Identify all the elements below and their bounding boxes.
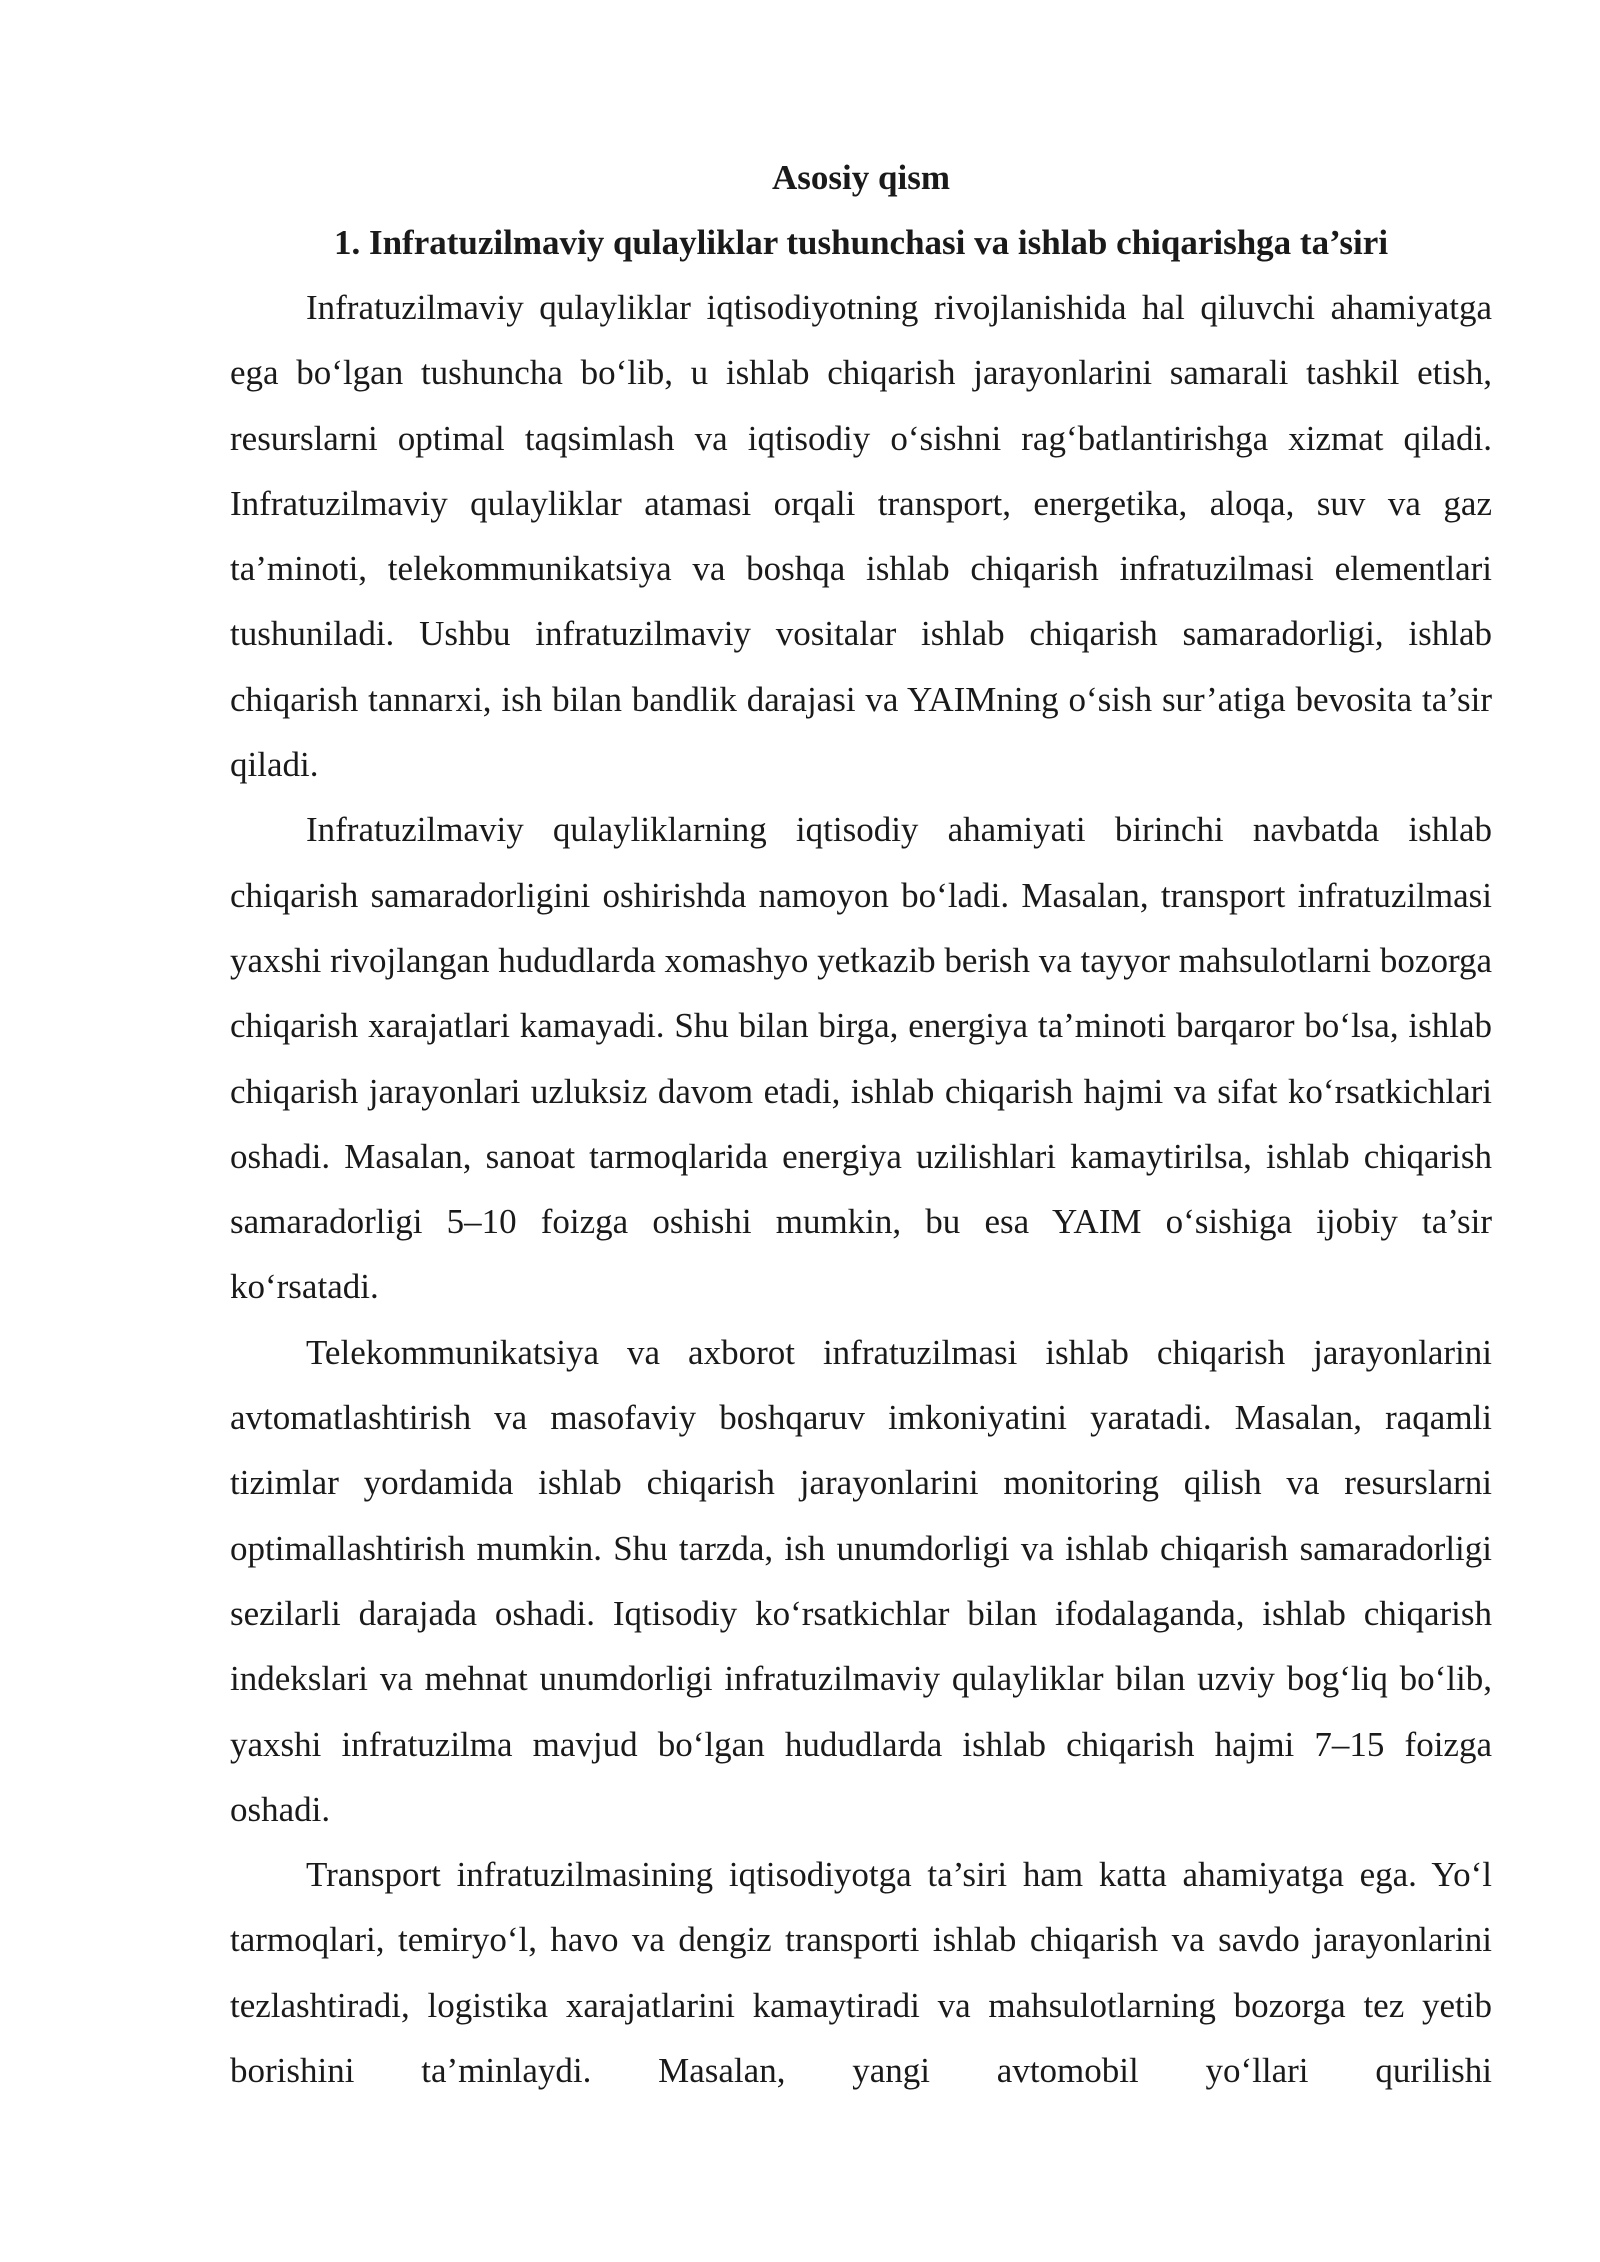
page-title: Asosiy qism (772, 158, 950, 197)
document-page (230, 145, 1492, 2103)
paragraph-4: Transport infratuzilmasining iqtisodiyotga ta’siri ham katta ahamiyatga ega. Yo‘l tarmoqlari, temiryo‘l, havo va dengiz transporti ishlab chiqarish va savdo jarayonlarini tezlashtiradi, logistika xarajatlarini kamaytiradi va mahsulotlarning bozorga tez yetib borishini ta’minlaydi. Masalan, yangi avtomobil yo‘llari qurilishi (230, 1855, 1492, 2091)
section-heading: 1. Infratuzilmaviy qulayliklar tushunchasi va ishlab chiqarishga ta’siri (333, 223, 1389, 262)
paragraph-3: Telekommunikatsiya va axborot infratuzilmasi ishlab chiqarish jarayonlarini avtomatlashtirish va masofaviy boshqaruv imkoniyatini yaratadi. Masalan, raqamli tizimlar yordamida ishlab chiqarish jarayonlarini monitoring qilish va resurslarni optimallashtirish mumkin. Shu tarzda, ish unumdorligi va ishlab chiqarish samaradorligi sezilarli darajada oshadi. Iqtisodiy ko‘rsatkichlar bilan ifodalaganda, ishlab chiqarish indekslari va mehnat unumdorligi infratuzilmaviy qulayliklar bilan uzviy bog‘liq bo‘lib, yaxshi infratuzilma mavjud bo‘lgan hududlarda ishlab chiqarish hajmi 7–15 foizga oshadi. (230, 1332, 1492, 1829)
paragraph-1: Infratuzilmaviy qulayliklar iqtisodiyotning rivojlanishida hal qiluvchi ahamiyatga ega bo‘lgan tushuncha bo‘lib, u ishlab chiqarish jarayonlarini samarali tashkil etish, resurslarni optimal taqsimlash va iqtisodiy o‘sishni rag‘batlantirishga xizmat qiladi. Infratuzilmaviy qulayliklar atamasi orqali transport, energetika, aloqa, suv va gaz ta’minoti, telekommunikatsiya va boshqa ishlab chiqarish infratuzilmasi elementlari tushuniladi. Ushbu infratuzilmaviy vositalar ishlab chiqarish samaradorligi, ishlab chiqarish tannarxi, ish bilan bandlik darajasi va YAIMning o‘sish sur’atiga bevosita ta’sir qiladi. (230, 288, 1492, 785)
paragraph-2: Infratuzilmaviy qulayliklarning iqtisodiy ahamiyati birinchi navbatda ishlab chiqarish samaradorligini oshirishda namoyon bo‘ladi. Masalan, transport infratuzilmasi yaxshi rivojlangan hududlarda xomashyo yetkazib berish va tayyor mahsulotlarni bozorga chiqarish xarajatlari kamayadi. Shu bilan birga, energiya ta’minoti barqaror bo‘lsa, ishlab chiqarish jarayonlari uzluksiz davom etadi, ishlab chiqarish hajmi va sifat ko‘rsatkichlari oshadi. Masalan, sanoat tarmoqlarida energiya uzilishlari kamaytirilsa, ishlab chiqarish samaradorligi 5–10 foizga oshishi mumkin, bu esa YAIM o‘sishiga ijobiy ta’sir ko‘rsatadi. (230, 810, 1492, 1307)
